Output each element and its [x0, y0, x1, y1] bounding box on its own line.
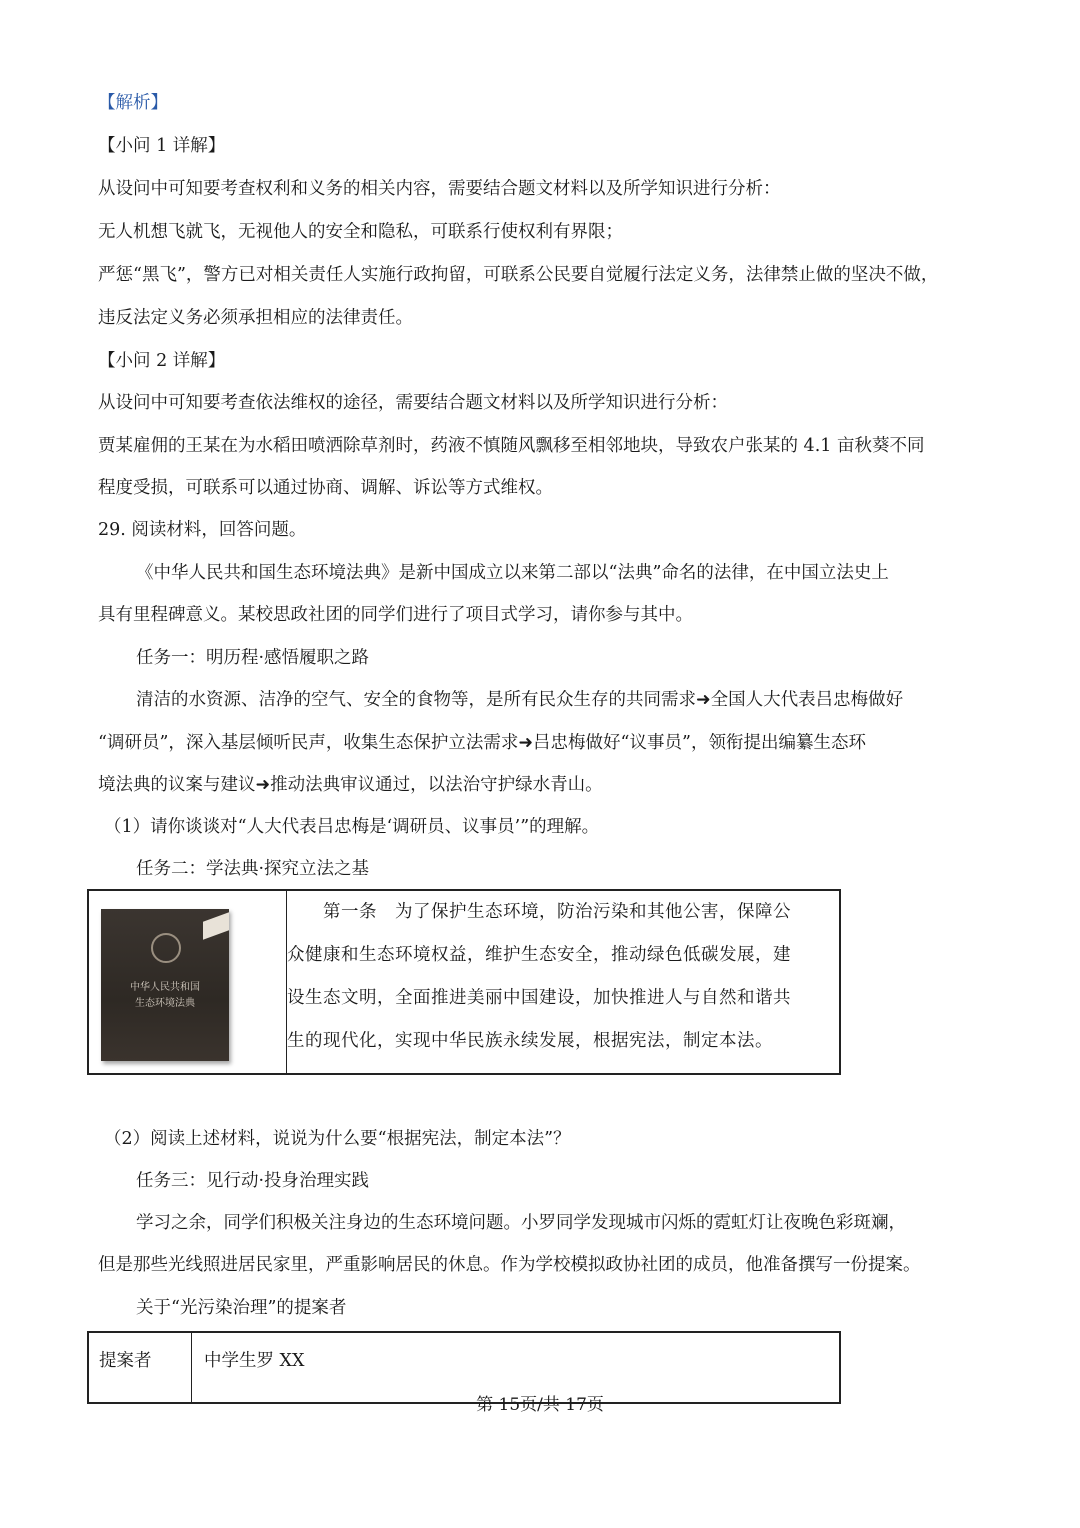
task3-line: 学习之余，同学们积极关注身边的生态环境问题。小罗同学发现城市闪烁的霓虹灯让夜晚色彩斑斓， [136, 1213, 906, 1233]
task1-line: 清洁的水资源、洁净的空气、安全的食物等，是所有民众生存的共同需求➜全国人大代表吕忠梅做好 [136, 690, 904, 710]
article-line: 设生态文明，全面推进美丽中国建设，加快推进人与自然和谐共 [287, 988, 791, 1008]
paragraph-line: 程度受损，可联系可以通过协商、调解、诉讼等方式维权。 [98, 478, 553, 498]
proposal-title: 关于“光污染治理”的提案者 [136, 1298, 347, 1318]
paragraph-line: 贾某雇佣的王某在为水稻田喷洒除草剂时，药液不慎随风飘移至相邻地块，导致农户张某的 4.1 亩秋葵不同 [98, 436, 925, 456]
sub-question-1: （1）请你谈谈对“人大代表吕忠梅是‘调研员、议事员’”的理解。 [104, 817, 600, 837]
task3-line: 但是那些光线照进居民家里，严重影响居民的休息。作为学校模拟政协社团的成员，他准备撰写一份提案。 [98, 1255, 921, 1275]
article-line: 第一条 为了保护生态环境，防治污染和其他公害，保障公 [323, 902, 791, 922]
proposer-label: 提案者 [88, 1332, 192, 1403]
sub-question-2: （2）阅读上述材料，说说为什么要“根据宪法，制定本法”？ [104, 1129, 571, 1149]
intro-line: 具有里程碑意义。某校思政社团的同学们进行了项目式学习，请你参与其中。 [98, 605, 693, 625]
intro-line: 《中华人民共和国生态环境法典》是新中国成立以来第二部以“法典”命名的法律，在中国立法史上 [136, 563, 889, 583]
task2-title: 任务二：学法典·探究立法之基 [136, 859, 370, 879]
task3-title: 任务三：见行动·投身治理实践 [136, 1171, 370, 1191]
paragraph-line: 严惩“黑飞”，警方已对相关责任人实施行政拘留，可联系公民要自觉履行法定义务，法律禁止做的坚决不做， [98, 265, 939, 285]
q2-detail-header: 【小问 2 详解】 [98, 351, 226, 371]
law-book-image [101, 909, 229, 1061]
book-image-cell [88, 890, 287, 1074]
article-one-cell [287, 890, 841, 1074]
task1-line: “调研员”，深入基层倾听民声，收集生态保护立法需求➜吕忠梅做好“议事员”，领衔提出编纂生态环 [98, 733, 866, 753]
book-title-line: 中华人民共和国 [130, 982, 200, 993]
article-line: 众健康和生态环境权益，维护生态安全，推动绿色低碳发展，建 [287, 945, 791, 965]
article-line: 生的现代化，实现中华民族永续发展，根据宪法，制定本法。 [287, 1031, 773, 1051]
q1-detail-header: 【小问 1 详解】 [98, 136, 226, 156]
book-label-tag [203, 912, 229, 939]
paragraph-line: 无人机想飞就飞，无视他人的安全和隐私，可联系行使权利有界限； [98, 222, 623, 242]
task1-title: 任务一：明历程·感悟履职之路 [136, 648, 370, 668]
book-title-line: 生态环境法典 [135, 998, 195, 1009]
paragraph-line: 从设问中可知要考查权利和义务的相关内容，需要结合题文材料以及所学知识进行分析： [98, 179, 781, 199]
analysis-header: 【解析】 [98, 93, 168, 113]
paragraph-line: 从设问中可知要考查依法维权的途径，需要结合题文材料以及所学知识进行分析： [98, 393, 728, 413]
paragraph-line: 违反法定义务必须承担相应的法律责任。 [98, 308, 413, 328]
proposer-value: 中学生罗 XX [192, 1332, 841, 1403]
legal-code-table [87, 889, 841, 1075]
task1-line: 境法典的议案与建议➜推动法典审议通过，以法治守护绿水青山。 [98, 775, 603, 795]
national-emblem-icon [151, 933, 181, 963]
page-number-footer: 第 15页/共 17页 [476, 1395, 604, 1415]
question-29-title: 29. 阅读材料，回答问题。 [98, 520, 307, 540]
